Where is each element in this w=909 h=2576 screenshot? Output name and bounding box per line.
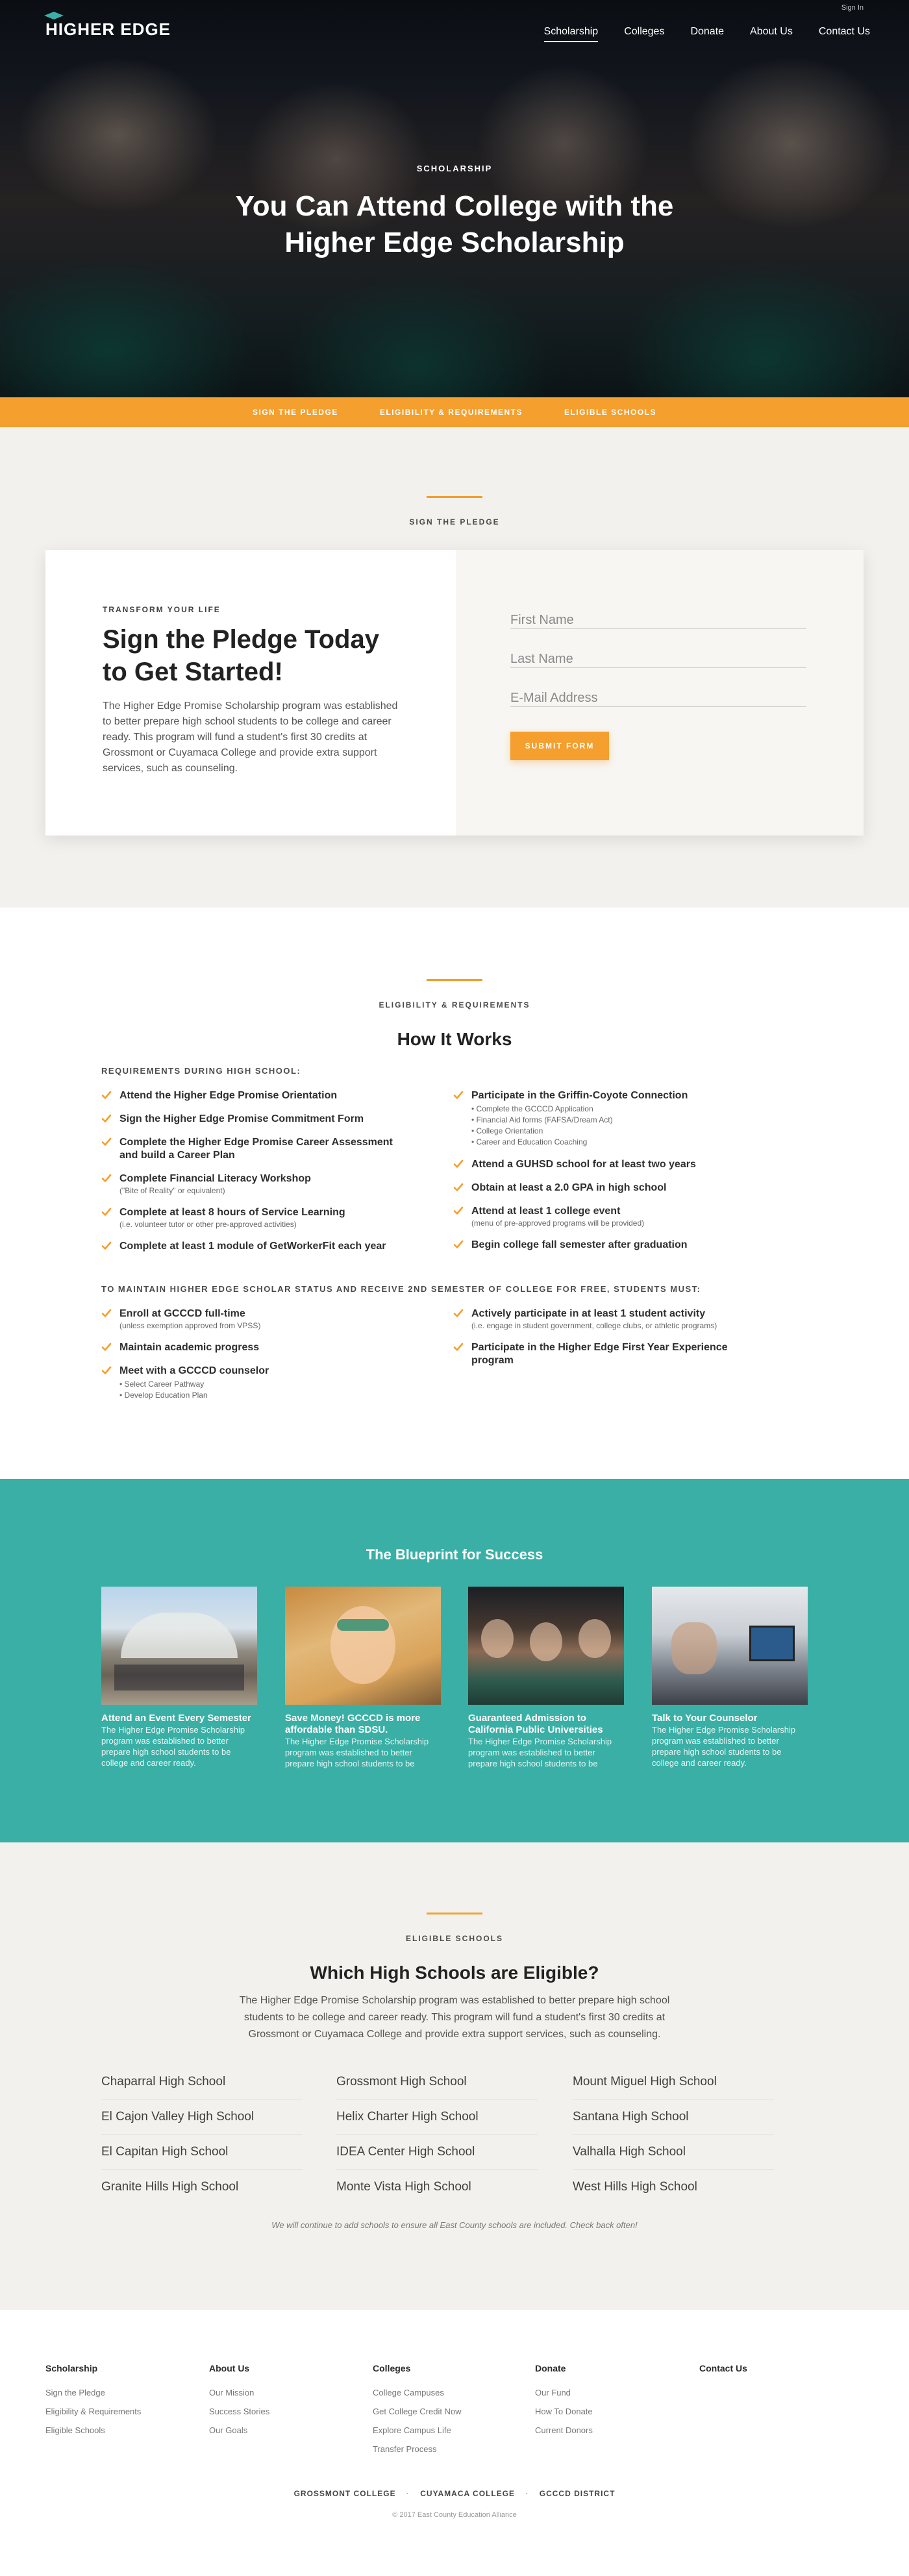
footer-link[interactable]: Current Donors <box>535 2425 593 2435</box>
school-item: El Capitan High School <box>101 2135 303 2170</box>
accent-divider <box>427 496 482 498</box>
requirement-text: Enroll at GCCCD full-time <box>119 1308 245 1319</box>
gcccd-district-link[interactable]: GCCCD DISTRICT <box>539 2489 616 2498</box>
requirement-item <box>453 1089 758 1148</box>
requirement-text: Actively participate in at least 1 student activity <box>471 1308 706 1319</box>
student-photo <box>285 1587 441 1705</box>
subnav-eligible-schools[interactable]: ELIGIBLE SCHOOLS <box>564 408 656 417</box>
requirement-text: Complete at least 8 hours of Service Learning <box>119 1207 345 1218</box>
blueprint-card-title: Attend an Event Every Semester <box>101 1713 251 1724</box>
checkmark-icon <box>453 1308 464 1319</box>
requirement-item <box>101 1206 406 1230</box>
schools-intro: The Higher Edge Promise Scholarship program was established to better prepare high school students to be college and career ready. This program will fund a student's first 30 credits at Grossmont or Cuyamaca College and provide extra support services, such as counseling. <box>239 1995 670 2040</box>
site-footer <box>0 2310 909 2576</box>
blueprint-card-text: The Higher Edge Promise Scholarship program was established to better prepare high school students to be college and career ready. <box>101 1725 245 1768</box>
blueprint-title: The Blueprint for Success <box>366 1546 543 1563</box>
requirement-note: (menu of pre-approved programs will be provided) <box>471 1219 645 1228</box>
school-item: West Hills High School <box>573 2180 697 2194</box>
checkmark-icon <box>101 1137 112 1147</box>
subnav-sign-the-pledge[interactable]: SIGN THE PLEDGE <box>253 408 338 417</box>
blueprint-card-text: The Higher Edge Promise Scholarship program was established to better prepare high school students to be college and career ready. <box>652 1725 796 1768</box>
pledge-eyebrow: TRANSFORM YOUR LIFE <box>103 605 221 614</box>
requirement-text: Meet with a GCCCD counselor <box>119 1365 269 1376</box>
school-item: Valhalla High School <box>573 2135 774 2170</box>
graduates-photo <box>468 1587 624 1705</box>
subnav-eligibility[interactable]: ELIGIBILITY & REQUIREMENTS <box>379 408 523 417</box>
footer-link[interactable]: Eligible Schools <box>45 2425 105 2435</box>
footer-column-title: About Us <box>209 2363 250 2373</box>
requirement-subitem: • Career and Education Coaching <box>471 1137 688 1148</box>
footer-link[interactable]: Our Goals <box>209 2425 248 2435</box>
checkmark-icon <box>101 1241 112 1251</box>
pledge-title: Sign the Pledge Today to Get Started! <box>103 625 379 686</box>
hs-requirements-heading: REQUIREMENTS DURING HIGH SCHOOL: <box>101 1066 301 1076</box>
school-item: Monte Vista High School <box>336 2180 471 2194</box>
checkmark-icon <box>453 1090 464 1100</box>
requirement-text: Begin college fall semester after graduation <box>471 1239 688 1250</box>
school-item: IDEA Center High School <box>336 2135 538 2170</box>
checkmark-icon <box>101 1342 112 1352</box>
requirement-subitem: • Financial Aid forms (FAFSA/Dream Act) <box>471 1115 688 1126</box>
requirement-item <box>101 1089 406 1102</box>
nav-scholarship[interactable]: Scholarship <box>544 26 599 42</box>
checkmark-icon <box>101 1308 112 1319</box>
eligibility-section <box>0 908 909 1479</box>
schools-note: We will continue to add schools to ensure all East County schools are included. Check back often! <box>271 2220 638 2230</box>
footer-column-about-us <box>209 2363 339 2444</box>
pledge-form <box>456 550 864 836</box>
footer-link[interactable]: Get College Credit Now <box>373 2407 462 2416</box>
requirement-sublist <box>119 1379 269 1401</box>
requirement-subitem: • Complete the GCCCD Application <box>471 1104 688 1115</box>
nav-contact-us[interactable]: Contact Us <box>818 26 870 37</box>
footer-link[interactable]: Eligibility & Requirements <box>45 2407 142 2416</box>
requirement-subitem: • College Orientation <box>471 1126 688 1137</box>
footer-column-contact-us <box>699 2363 829 2388</box>
school-item: Chaparral High School <box>101 2064 303 2099</box>
footer-column-colleges <box>373 2363 503 2463</box>
checkmark-icon <box>101 1173 112 1183</box>
college-requirements-left <box>101 1307 406 1411</box>
first-name-field[interactable] <box>510 612 806 629</box>
footer-column-title: Scholarship <box>45 2363 98 2373</box>
school-item: Grossmont High School <box>336 2064 538 2099</box>
requirement-sublist <box>471 1104 688 1148</box>
checkmark-icon <box>101 1365 112 1376</box>
requirement-text: Maintain academic progress <box>119 1342 260 1353</box>
requirement-text: Complete at least 1 module of GetWorkerFit each year <box>119 1241 386 1252</box>
blueprint-card-title: Guaranteed Admission to California Public Universities <box>468 1713 603 1735</box>
pledge-card <box>45 550 864 836</box>
submit-form-button[interactable]: SUBMIT FORM <box>510 732 609 760</box>
last-name-field[interactable] <box>510 651 806 668</box>
accent-divider <box>427 979 482 981</box>
requirement-item <box>101 1113 406 1126</box>
requirement-note: ("Bite of Reality" or equivalent) <box>119 1186 225 1195</box>
checkmark-icon <box>453 1159 464 1169</box>
requirement-item <box>453 1239 758 1252</box>
counselor-photo <box>652 1587 808 1705</box>
sign-in-link[interactable]: Sign In <box>841 4 864 12</box>
eligible-schools-section <box>0 1842 909 2310</box>
requirement-item <box>101 1172 406 1196</box>
checkmark-icon <box>453 1342 464 1352</box>
hero-title: You Can Attend College with the Higher Edge Scholarship <box>235 190 674 258</box>
section-label: SIGN THE PLEDGE <box>409 517 500 526</box>
requirement-item <box>101 1365 406 1401</box>
blueprint-card[interactable] <box>285 1587 441 1769</box>
requirement-subitem: • Select Career Pathway <box>119 1379 269 1390</box>
grossmont-college-link[interactable]: GROSSMONT COLLEGE <box>293 2489 396 2498</box>
college-requirements-right <box>453 1307 758 1378</box>
graduation-cap-icon <box>44 12 64 21</box>
checkmark-icon <box>453 1206 464 1216</box>
requirement-text: Participate in the Griffin-Coyote Connection <box>471 1090 688 1101</box>
footer-link[interactable]: Success Stories <box>209 2407 270 2416</box>
footer-link[interactable]: How To Donate <box>535 2407 593 2416</box>
requirement-item <box>453 1182 758 1195</box>
blueprint-card-text: The Higher Edge Promise Scholarship program was established to better prepare high school students to be <box>285 1737 429 1768</box>
requirement-text: Complete Financial Literacy Workshop <box>119 1173 311 1184</box>
blueprint-card-text: The Higher Edge Promise Scholarship program was established to better prepare high school students to be <box>468 1737 612 1768</box>
requirement-item <box>101 1341 406 1354</box>
school-item: Granite Hills High School <box>101 2180 239 2194</box>
hero-banner <box>0 0 909 397</box>
school-item: Helix Charter High School <box>336 2099 538 2135</box>
footer-college-links: GROSSMONT COLLEGE · CUYAMACA COLLEGE · GCCCD DISTRICT <box>293 2489 616 2498</box>
how-it-works-title: How It Works <box>397 1029 512 1049</box>
blueprint-card-title: Talk to Your Counselor <box>652 1713 758 1724</box>
copyright: © 2017 East County Education Alliance <box>392 2511 517 2519</box>
requirement-item <box>453 1158 758 1171</box>
footer-column-donate <box>535 2363 665 2444</box>
section-label: ELIGIBILITY & REQUIREMENTS <box>379 1000 530 1009</box>
requirement-text: Obtain at least a 2.0 GPA in high school <box>471 1182 667 1193</box>
footer-link[interactable]: Our Mission <box>209 2388 255 2397</box>
requirement-note: (i.e. volunteer tutor or other pre-approved activities) <box>119 1220 297 1229</box>
requirement-item <box>453 1341 758 1367</box>
requirement-text: Attend the Higher Edge Promise Orientation <box>119 1090 338 1101</box>
requirement-text: Complete the Higher Edge Promise Career Assessment and build a Career Plan <box>119 1137 393 1161</box>
checkmark-icon <box>453 1239 464 1250</box>
requirement-item <box>101 1240 406 1253</box>
section-subnav <box>0 397 909 427</box>
footer-column-title: Donate <box>535 2363 566 2373</box>
requirement-text: Attend a GUHSD school for at least two years <box>471 1159 696 1170</box>
checkmark-icon <box>101 1090 112 1100</box>
cuyamaca-college-link[interactable]: CUYAMACA COLLEGE <box>420 2489 516 2498</box>
nav-colleges[interactable]: Colleges <box>624 26 665 37</box>
checkmark-icon <box>101 1113 112 1124</box>
requirement-item <box>101 1136 406 1162</box>
blueprint-section <box>0 1479 909 1842</box>
school-item: Santana High School <box>573 2099 774 2135</box>
accent-divider <box>427 1913 482 1914</box>
pledge-body: The Higher Edge Promise Scholarship program was established to better prepare high school students to be college and career ready. This program will fund a student's first 30 credits at Grossmont or Cuyamaca College and provide extra support services, such as counseling. <box>103 700 398 774</box>
logo[interactable] <box>45 19 171 40</box>
email-field[interactable] <box>510 690 806 707</box>
main-nav <box>518 26 870 42</box>
requirement-text: Attend at least 1 college event <box>471 1206 621 1217</box>
logo-text: HIGHER EDGE <box>45 19 171 39</box>
requirement-item <box>453 1205 758 1228</box>
school-item: El Cajon Valley High School <box>101 2099 303 2135</box>
requirement-note: (i.e. engage in student government, college clubs, or athletic programs) <box>471 1321 717 1330</box>
section-label: ELIGIBLE SCHOOLS <box>405 1934 503 1943</box>
blueprint-card[interactable] <box>468 1587 624 1769</box>
blueprint-card-title: Save Money! GCCCD is more affordable than SDSU. <box>285 1713 421 1735</box>
checkmark-icon <box>101 1207 112 1217</box>
requirement-item <box>453 1307 758 1331</box>
nav-about-us[interactable]: About Us <box>750 26 793 37</box>
nav-donate[interactable]: Donate <box>690 26 725 37</box>
footer-contact-link[interactable]: Contact Us <box>699 2363 747 2373</box>
checkmark-icon <box>453 1182 464 1193</box>
footer-column-scholarship <box>45 2363 175 2444</box>
footer-link[interactable]: College Campuses <box>373 2388 444 2397</box>
pledge-section <box>0 427 909 908</box>
hs-requirements-left <box>101 1089 406 1263</box>
schools-title: Which High Schools are Eligible? <box>310 1963 599 1983</box>
event-photo <box>101 1587 257 1705</box>
school-item: Mount Miguel High School <box>573 2064 774 2099</box>
footer-link[interactable]: Explore Campus Life <box>373 2425 451 2435</box>
footer-link[interactable]: Our Fund <box>535 2388 571 2397</box>
requirement-note: (unless exemption approved from VPSS) <box>119 1321 261 1330</box>
blueprint-card[interactable] <box>101 1587 257 1768</box>
college-requirements-heading: TO MAINTAIN HIGHER EDGE SCHOLAR STATUS AND RECEIVE 2ND SEMESTER OF COLLEGE FOR FREE, STUDENTS MUST: <box>101 1284 701 1294</box>
hs-requirements-right <box>453 1089 758 1262</box>
blueprint-card[interactable] <box>652 1587 808 1768</box>
requirement-text: Participate in the Higher Edge First Year Experience program <box>471 1342 728 1366</box>
footer-link[interactable]: Sign the Pledge <box>45 2388 105 2397</box>
requirement-item <box>101 1307 406 1331</box>
requirement-text: Sign the Higher Edge Promise Commitment Form <box>119 1113 364 1124</box>
requirement-subitem: • Develop Education Plan <box>119 1390 269 1401</box>
hero-eyebrow: SCHOLARSHIP <box>416 164 493 173</box>
footer-link[interactable]: Transfer Process <box>373 2444 437 2454</box>
footer-column-title: Colleges <box>373 2363 411 2373</box>
